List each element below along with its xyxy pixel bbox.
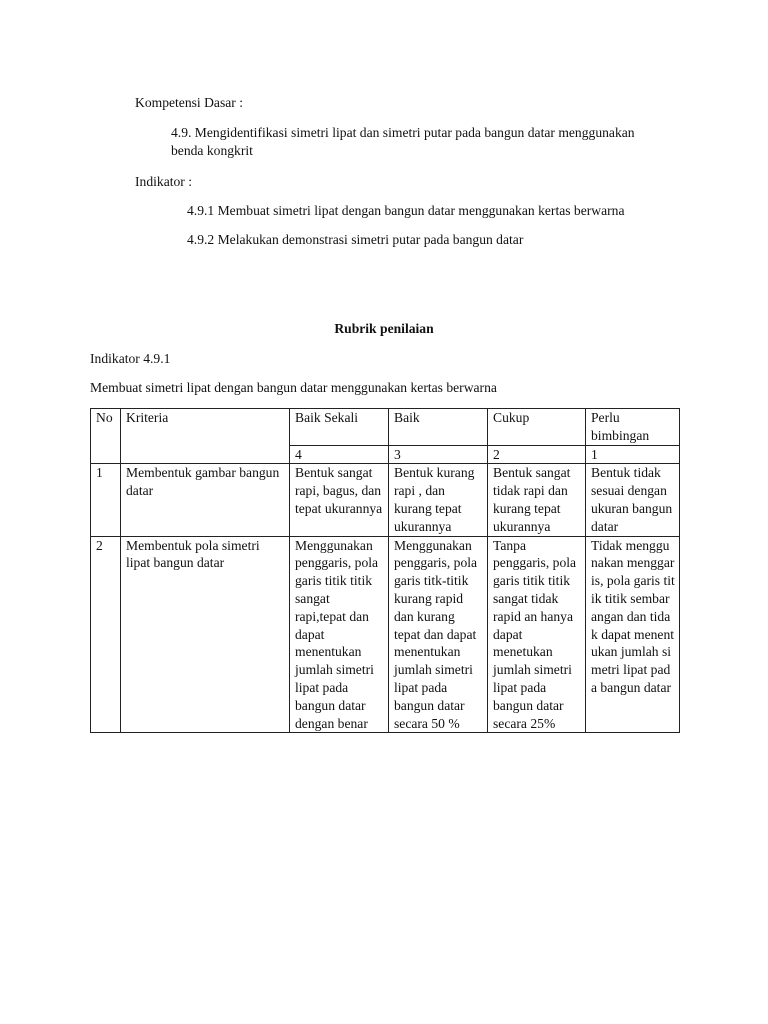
rubric-title: Rubrik penilaian bbox=[334, 321, 434, 336]
header-kriteria: Kriteria bbox=[121, 409, 290, 464]
row-no: 2 bbox=[91, 536, 121, 733]
rubric-indikator-description: Membuat simetri lipat dengan bangun datar menggunakan kertas berwarna bbox=[90, 380, 497, 395]
indikator-item-1: 4.9.1 Membuat simetri lipat dengan bangun datar menggunakan kertas berwarna bbox=[187, 203, 625, 218]
row-baik: Menggunakan penggaris, pola garis titk-titik kurang rapid dan kurang tepat dan dapat menentukan jumlah simetri lipat pada bangun datar secara 50 % bbox=[389, 536, 488, 733]
row-kriteria: Membentuk pola simetri lipat bangun datar bbox=[121, 536, 290, 733]
rubric-table bbox=[90, 408, 680, 733]
indikator-label: Indikator : bbox=[135, 174, 193, 189]
row-perlu-bimbingan: Bentuk tidak sesuai dengan ukuran bangun datar bbox=[586, 464, 680, 536]
row-no: 1 bbox=[91, 464, 121, 536]
row-cukup: Tanpa penggaris, pola garis titik titik sangat tidak rapid an hanya dapat menetukan jumlah simetri lipat pada bangun datar secara 25% bbox=[488, 536, 586, 733]
row-baik-sekali: Bentuk sangat rapi, bagus, dan tepat ukurannya bbox=[290, 464, 389, 536]
table-header-row bbox=[91, 409, 680, 446]
header-no: No bbox=[91, 409, 121, 464]
header-baik-sekali: Baik Sekali bbox=[290, 409, 389, 446]
kompetensi-dasar-text: 4.9. Mengidentifikasi simetri lipat dan simetri putar pada bangun datar menggunakan benda kongkrit bbox=[171, 125, 635, 158]
header-baik: Baik bbox=[389, 409, 488, 446]
row-kriteria: Membentuk gambar bangun datar bbox=[121, 464, 290, 536]
rubric-indikator-label: Indikator 4.9.1 bbox=[90, 351, 171, 366]
row-baik-sekali: Menggunakan penggaris, pola garis titik titik sangat rapi,tepat dan dapat menentukan jumlah simetri lipat pada bangun datar dengan benar bbox=[290, 536, 389, 733]
score-cukup: 2 bbox=[488, 445, 586, 464]
row-perlu-bimbingan: Tidak menggunakan menggaris, pola garis titik titik sembarangan dan tidak dapat menentukan jumlah simetri lipat pada bangun datar bbox=[586, 536, 680, 733]
indikator-item-2: 4.9.2 Melakukan demonstrasi simetri putar pada bangun datar bbox=[187, 232, 524, 247]
table-row bbox=[91, 536, 680, 733]
score-perlu-bimbingan: 1 bbox=[586, 445, 680, 464]
table-row bbox=[91, 464, 680, 536]
row-cukup: Bentuk sangat tidak rapi dan kurang tepat ukurannya bbox=[488, 464, 586, 536]
score-baik: 3 bbox=[389, 445, 488, 464]
kompetensi-dasar-label: Kompetensi Dasar : bbox=[135, 95, 243, 110]
row-baik: Bentuk kurang rapi , dan kurang tepat ukurannya bbox=[389, 464, 488, 536]
header-perlu-bimbingan: Perlu bimbingan bbox=[586, 409, 680, 446]
header-cukup: Cukup bbox=[488, 409, 586, 446]
score-baik-sekali: 4 bbox=[290, 445, 389, 464]
